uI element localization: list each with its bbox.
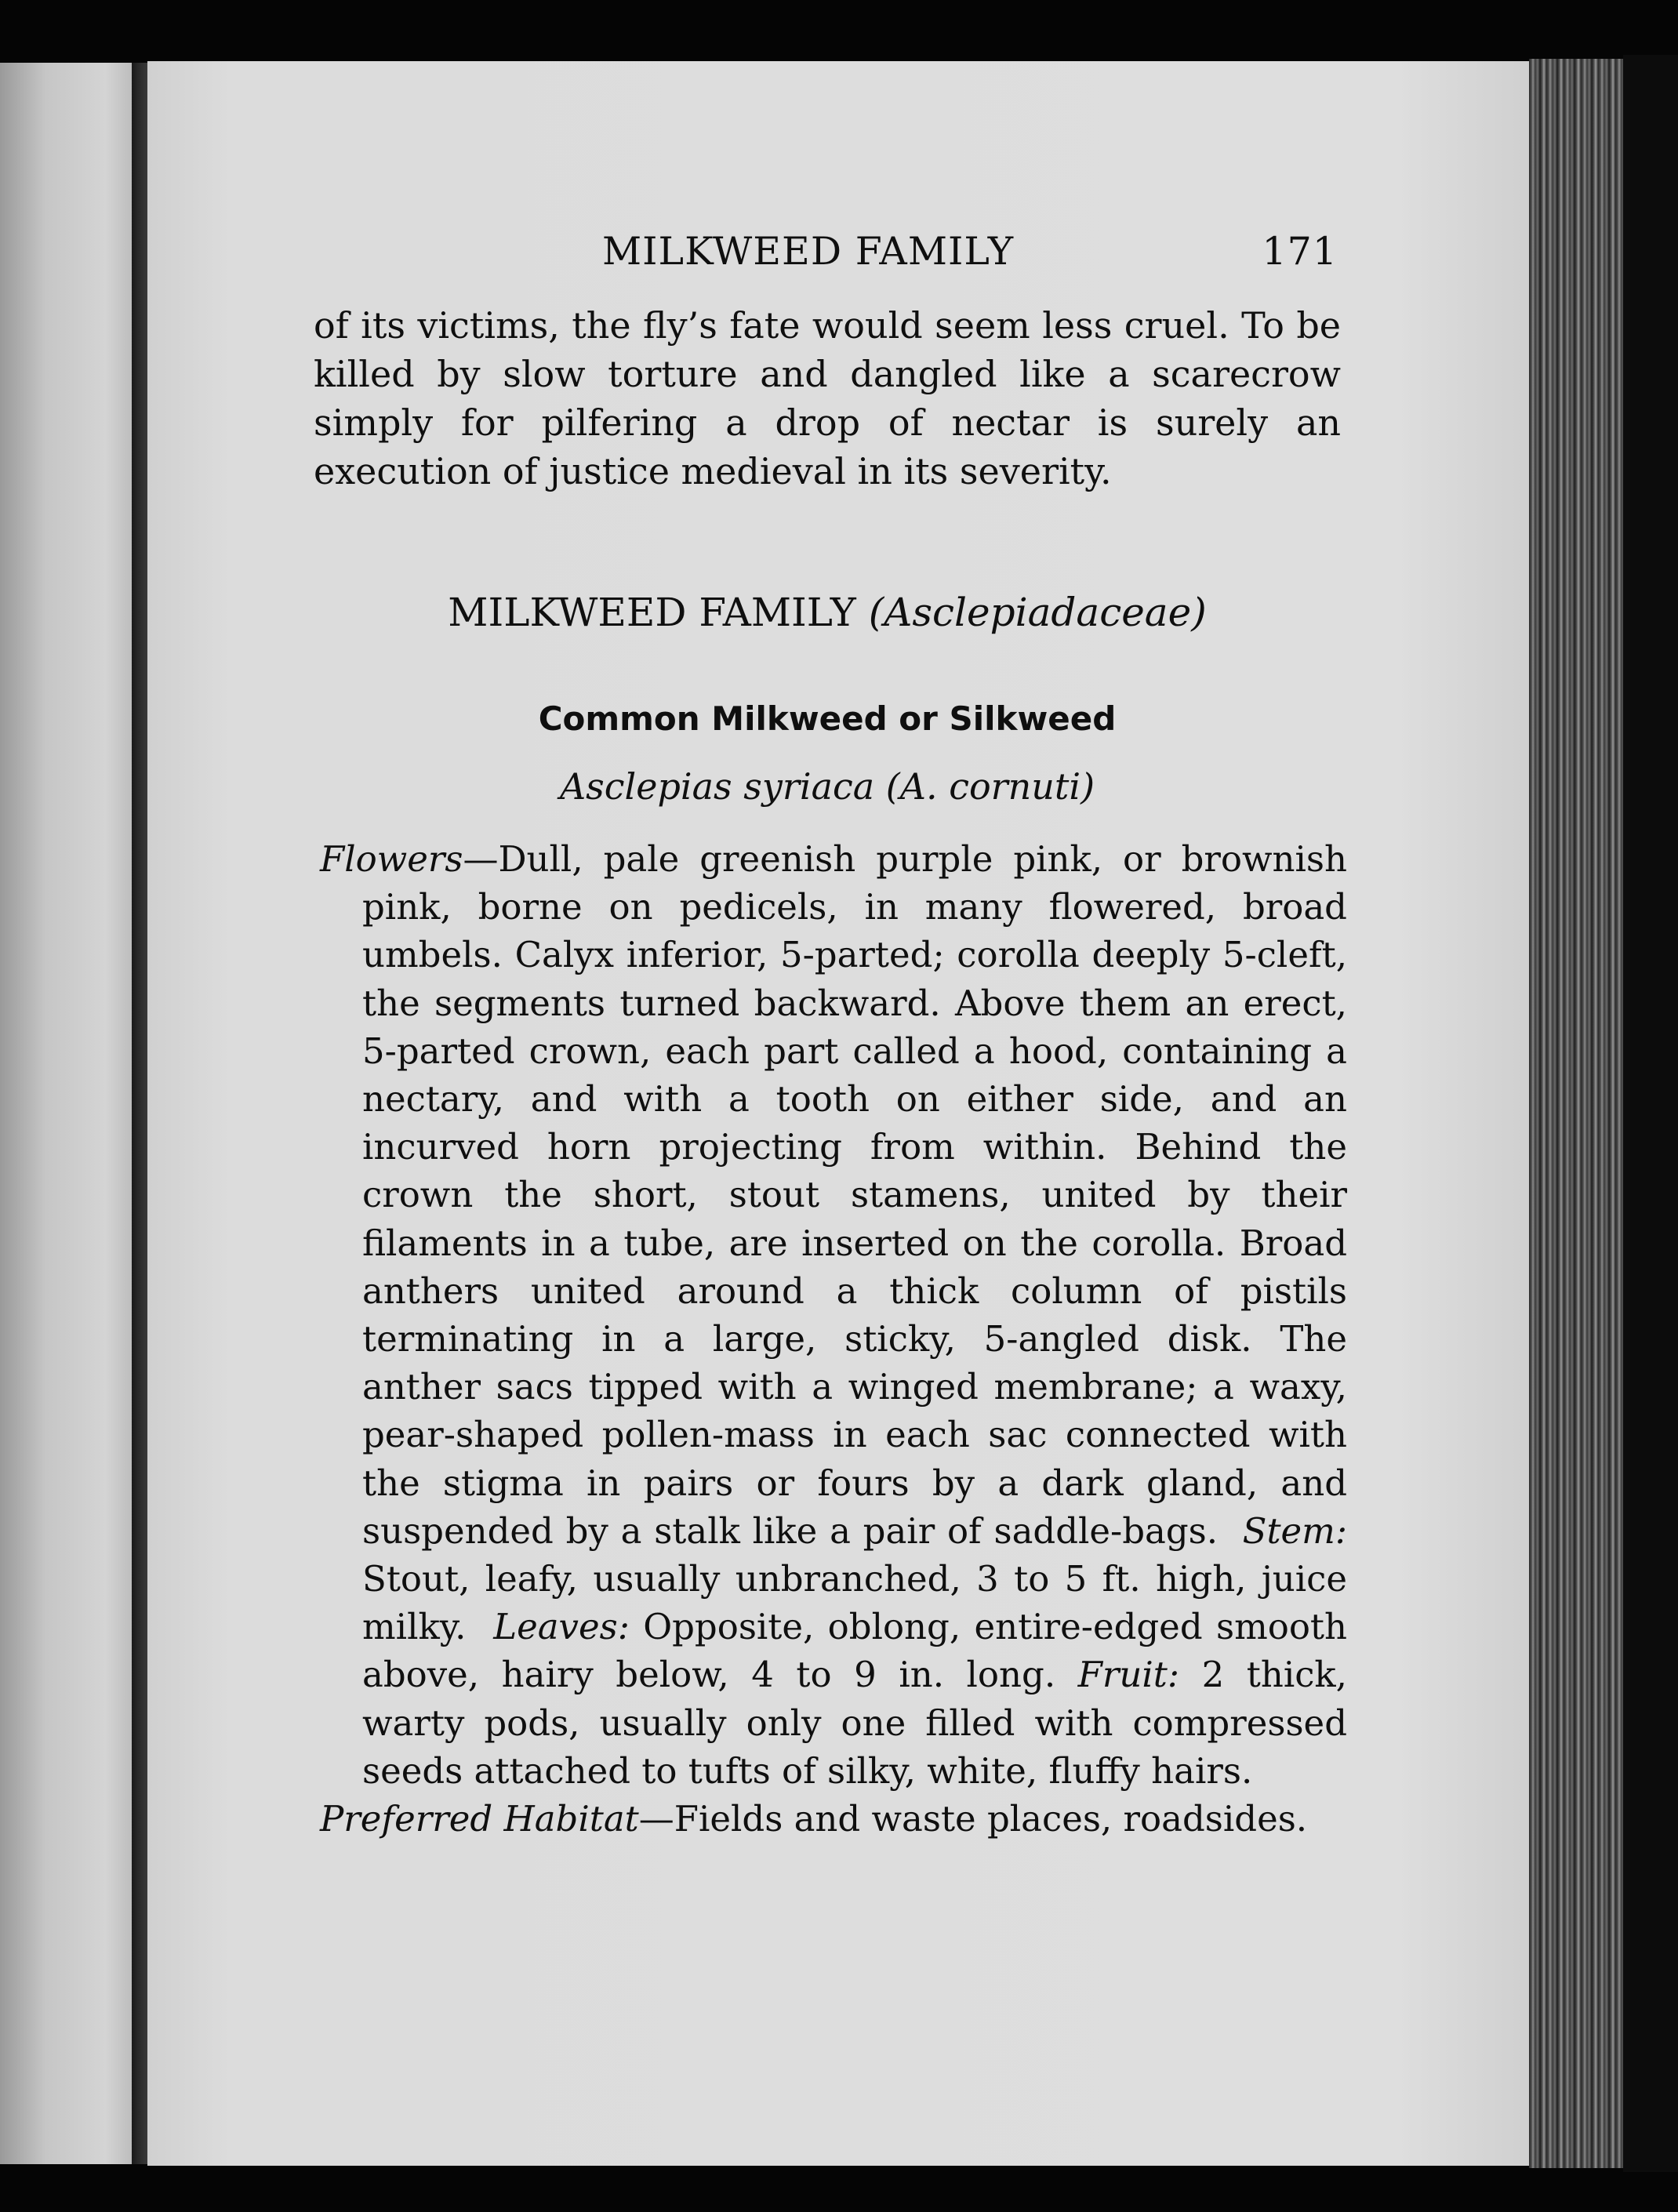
flowers-separator: — [463, 838, 499, 880]
stem-text: Stout, leafy, usually unbranched, 3 to 5 ft. high, juice milky. [362, 1558, 1347, 1648]
flowers-entry [320, 835, 1347, 1795]
continuation-paragraph [314, 301, 1341, 496]
page-number: 171 [1262, 229, 1338, 274]
habitat-label: Preferred Habitat [320, 1798, 639, 1840]
species-scientific-name: Asclepias syriaca (A. cornuti) [559, 765, 1095, 808]
fruit-text: 2 thick, warty pods, usually only one filled with compressed seeds attached to tufts of silky, white, fluffy hairs. [362, 1654, 1347, 1792]
family-name: MILKWEED FAMILY [448, 590, 856, 635]
habitat-separator: — [638, 1798, 674, 1840]
running-head-title: MILKWEED FAMILY [602, 229, 1015, 274]
page-block-edge [1529, 59, 1623, 2168]
left-page-edge [0, 63, 132, 2164]
leaves-text: Opposite, oblong, entire-edged smooth above, hairy below, 4 to 9 in. long. [362, 1606, 1347, 1696]
stem-label: Stem: [1242, 1509, 1348, 1552]
family-latin-name: (Asclepiadaceae) [868, 590, 1207, 635]
gutter-shadow [132, 63, 147, 2164]
flowers-label: Flowers [320, 838, 463, 880]
habitat-text: Fields and waste places, roadsides. [674, 1798, 1308, 1840]
family-heading [314, 590, 1341, 635]
species-description [320, 835, 1347, 1843]
species-common-name: Common Milkweed or Silkweed [538, 699, 1117, 738]
continuation-text: of its victims, the fly’s fate would seem less cruel. To be killed by slow torture and dangled like a scarecrow simply for pilfering a drop of nectar is surely an execution of justice medieval in its severity. [314, 304, 1341, 492]
habitat-entry [320, 1795, 1347, 1843]
fruit-label: Fruit: [1077, 1654, 1180, 1696]
leaves-label: Leaves: [493, 1606, 630, 1648]
running-head [314, 229, 1349, 276]
page-block-shadow [1623, 55, 1678, 2172]
flowers-text: Dull, pale greenish purple pink, or brownish pink, borne on pedicels, in many flowered, broad umbels. Calyx inferior, 5-parted; corolla deeply 5-cleft, the segments turned backward. Above them an erect, 5-parted crown, each part called a hood, containing a nectary, and with a tooth on either side, and an incurved horn projecting from within. Behind the crown the short, stout stamens, united by their filaments in a tube, are inserted on the corolla. Broad anthers united around a thick column of pistils terminating in a large, sticky, 5-angled disk. The anther sacs tipped with a winged membrane; a waxy, pear-shaped pollen-mass in each sac connected with the stigma in pairs or fours by a dark gland, and suspended by a stalk like a pair of saddle-bags. [362, 838, 1347, 1552]
